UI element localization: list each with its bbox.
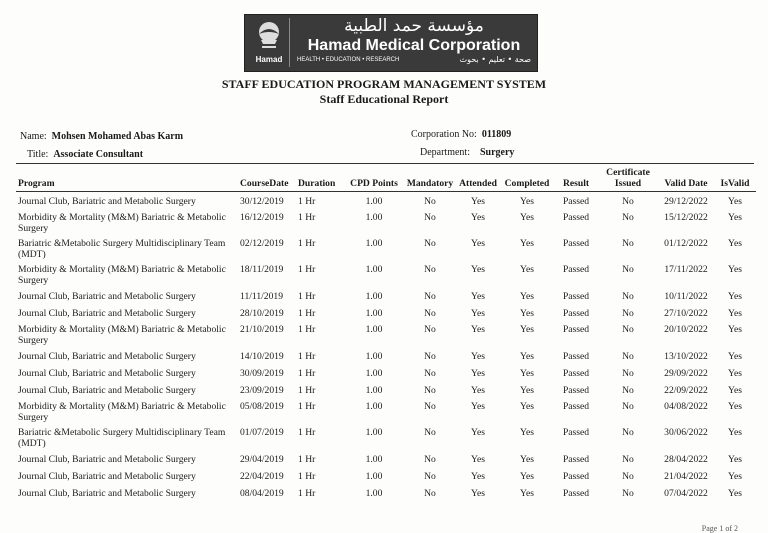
cell-valid-date: 13/10/2022: [664, 351, 708, 362]
cell-program: Bariatric &Metabolic Surgery Multidisciplinary Team (MDT): [18, 238, 226, 260]
cell-valid-date: 10/11/2022: [664, 291, 708, 302]
col-certificate-issued: Certificate Issued: [606, 167, 650, 189]
cell-course-date: 02/12/2019: [240, 238, 284, 249]
table-row: [16, 321, 756, 347]
cell-certificate-issued: No: [622, 196, 634, 207]
cell-certificate-issued: No: [622, 488, 634, 499]
cell-duration: 1 Hr: [298, 264, 316, 275]
cell-is-valid: Yes: [728, 264, 742, 275]
page-number: Page 1 of 2: [701, 524, 738, 533]
cell-cpd-points: 1.00: [365, 308, 383, 319]
cell-course-date: 23/09/2019: [240, 385, 284, 396]
cell-cpd-points: 1.00: [365, 291, 383, 302]
hmc-logo: [244, 14, 538, 72]
cell-is-valid: Yes: [728, 427, 742, 438]
cell-is-valid: Yes: [728, 291, 742, 302]
department-label: Department:: [420, 147, 470, 158]
col-mandatory: Mandatory: [406, 178, 454, 189]
cell-is-valid: Yes: [728, 368, 742, 379]
cell-course-date: 01/07/2019: [240, 427, 284, 438]
system-title: STAFF EDUCATION PROGRAM MANAGEMENT SYSTEM: [221, 77, 547, 91]
logo-tagline-arabic: صحة • تعليم • بحوث: [459, 55, 531, 64]
cell-attended: Yes: [471, 308, 485, 319]
cell-course-date: 28/10/2019: [240, 308, 284, 319]
cell-result: Passed: [562, 427, 590, 438]
cell-attended: Yes: [471, 196, 485, 207]
col-duration: Duration: [298, 178, 336, 189]
cell-result: Passed: [562, 351, 590, 362]
cell-certificate-issued: No: [622, 454, 634, 465]
cell-completed: Yes: [520, 308, 534, 319]
cell-mandatory: No: [424, 324, 436, 335]
department-value: Surgery: [479, 147, 515, 158]
cell-cpd-points: 1.00: [365, 385, 383, 396]
cell-duration: 1 Hr: [298, 291, 316, 302]
cell-result: Passed: [562, 368, 590, 379]
cell-cpd-points: 1.00: [365, 351, 383, 362]
col-valid-date: Valid Date: [664, 178, 708, 189]
cell-certificate-issued: No: [622, 264, 634, 275]
cell-certificate-issued: No: [622, 308, 634, 319]
cell-mandatory: No: [424, 368, 436, 379]
cell-mandatory: No: [424, 212, 436, 223]
cell-mandatory: No: [424, 351, 436, 362]
cell-certificate-issued: No: [622, 351, 634, 362]
cell-is-valid: Yes: [728, 212, 742, 223]
cell-program: Journal Club, Bariatric and Metabolic Surgery: [18, 454, 196, 465]
cell-completed: Yes: [520, 454, 534, 465]
cell-cpd-points: 1.00: [365, 324, 383, 335]
cell-cpd-points: 1.00: [365, 196, 383, 207]
cell-completed: Yes: [520, 471, 534, 482]
department-field: [420, 147, 514, 158]
cell-result: Passed: [562, 212, 590, 223]
cell-valid-date: 29/09/2022: [664, 368, 708, 379]
cell-result: Passed: [562, 264, 590, 275]
cell-result: Passed: [562, 238, 590, 249]
cell-completed: Yes: [520, 488, 534, 499]
table-row: [16, 235, 756, 261]
cell-completed: Yes: [520, 385, 534, 396]
cell-is-valid: Yes: [728, 308, 742, 319]
cell-course-date: 05/08/2019: [240, 401, 284, 412]
cell-course-date: 22/04/2019: [240, 471, 284, 482]
cell-mandatory: No: [424, 454, 436, 465]
cell-certificate-issued: No: [622, 238, 634, 249]
cell-completed: Yes: [520, 401, 534, 412]
cell-completed: Yes: [520, 368, 534, 379]
report-title: Staff Educational Report: [319, 92, 449, 106]
cell-attended: Yes: [471, 385, 485, 396]
cell-course-date: 30/12/2019: [240, 196, 284, 207]
cell-duration: 1 Hr: [298, 427, 316, 438]
table-row: [16, 287, 756, 304]
cell-result: Passed: [562, 385, 590, 396]
cell-valid-date: 27/10/2022: [664, 308, 708, 319]
cell-certificate-issued: No: [622, 427, 634, 438]
education-table: [16, 167, 756, 501]
cell-program: Journal Club, Bariatric and Metabolic Surgery: [18, 368, 196, 379]
cell-certificate-issued: No: [622, 212, 634, 223]
cell-completed: Yes: [520, 196, 534, 207]
col-attended: Attended: [459, 178, 497, 189]
cell-is-valid: Yes: [728, 238, 742, 249]
cell-attended: Yes: [471, 488, 485, 499]
cell-course-date: 14/10/2019: [240, 351, 284, 362]
logo-tagline: HEALTH • EDUCATION • RESEARCH: [297, 57, 400, 63]
cell-attended: Yes: [471, 351, 485, 362]
cell-attended: Yes: [471, 427, 485, 438]
cell-duration: 1 Hr: [298, 385, 316, 396]
cell-result: Passed: [562, 324, 590, 335]
cell-mandatory: No: [424, 401, 436, 412]
cell-valid-date: 17/11/2022: [664, 264, 708, 275]
cell-duration: 1 Hr: [298, 324, 316, 335]
table-row: [16, 484, 756, 501]
cell-certificate-issued: No: [622, 471, 634, 482]
table-row: [16, 364, 756, 381]
table-row: [16, 304, 756, 321]
cell-mandatory: No: [424, 308, 436, 319]
cell-attended: Yes: [471, 401, 485, 412]
cell-attended: Yes: [471, 291, 485, 302]
col-course-date: CourseDate: [240, 178, 289, 189]
table-row: [16, 450, 756, 467]
cell-cpd-points: 1.00: [365, 264, 383, 275]
cell-attended: Yes: [471, 471, 485, 482]
table-row: [16, 424, 756, 450]
cell-mandatory: No: [424, 385, 436, 396]
cell-result: Passed: [562, 196, 590, 207]
cell-result: Passed: [562, 291, 590, 302]
cell-cpd-points: 1.00: [365, 212, 383, 223]
cell-completed: Yes: [520, 324, 534, 335]
cell-completed: Yes: [520, 238, 534, 249]
cell-valid-date: 20/10/2022: [664, 324, 708, 335]
cell-duration: 1 Hr: [298, 471, 316, 482]
cell-mandatory: No: [424, 471, 436, 482]
cell-attended: Yes: [471, 324, 485, 335]
name-value: Mohsen Mohamed Abas Karm: [51, 131, 184, 142]
table-row: [16, 261, 756, 287]
cell-certificate-issued: No: [622, 385, 634, 396]
cell-is-valid: Yes: [728, 471, 742, 482]
cell-valid-date: 01/12/2022: [664, 238, 708, 249]
cell-course-date: 11/11/2019: [240, 291, 283, 302]
corporation-field: [411, 129, 511, 140]
cell-valid-date: 04/08/2022: [664, 401, 708, 412]
cell-result: Passed: [562, 401, 590, 412]
cell-certificate-issued: No: [622, 291, 634, 302]
cell-cpd-points: 1.00: [365, 488, 383, 499]
table-row: [16, 467, 756, 484]
table-row: [16, 398, 756, 424]
cell-attended: Yes: [471, 264, 485, 275]
cell-duration: 1 Hr: [298, 368, 316, 379]
cell-course-date: 16/12/2019: [240, 212, 284, 223]
title-field: [27, 149, 143, 160]
col-result: Result: [562, 178, 590, 189]
cell-program: Morbidity & Mortality (M&M) Bariatric & Metabolic Surgery: [18, 324, 226, 346]
cell-course-date: 30/09/2019: [240, 368, 284, 379]
cell-valid-date: 29/12/2022: [664, 196, 708, 207]
cell-program: Journal Club, Bariatric and Metabolic Surgery: [18, 385, 196, 396]
cell-mandatory: No: [424, 291, 436, 302]
cell-is-valid: Yes: [728, 488, 742, 499]
cell-attended: Yes: [471, 238, 485, 249]
header-divider: [16, 163, 754, 164]
table-row: [16, 381, 756, 398]
cell-completed: Yes: [520, 264, 534, 275]
title-label: Title:: [27, 149, 49, 160]
table-row: [16, 209, 756, 235]
cell-program: Journal Club, Bariatric and Metabolic Surgery: [18, 196, 196, 207]
col-completed: Completed: [504, 178, 550, 189]
cell-mandatory: No: [424, 264, 436, 275]
cell-is-valid: Yes: [728, 324, 742, 335]
col-cpd-points: CPD Points: [350, 178, 398, 189]
cell-program: Morbidity & Mortality (M&M) Bariatric & Metabolic Surgery: [18, 264, 226, 286]
cell-attended: Yes: [471, 454, 485, 465]
cell-program: Journal Club, Bariatric and Metabolic Surgery: [18, 471, 196, 482]
cell-result: Passed: [562, 488, 590, 499]
cell-course-date: 21/10/2019: [240, 324, 284, 335]
cell-valid-date: 22/09/2022: [664, 385, 708, 396]
cell-program: Bariatric &Metabolic Surgery Multidisciplinary Team (MDT): [18, 427, 226, 449]
cell-result: Passed: [562, 308, 590, 319]
cell-mandatory: No: [424, 427, 436, 438]
cell-duration: 1 Hr: [298, 454, 316, 465]
cell-certificate-issued: No: [622, 324, 634, 335]
cell-duration: 1 Hr: [298, 212, 316, 223]
cell-completed: Yes: [520, 427, 534, 438]
cell-cpd-points: 1.00: [365, 368, 383, 379]
cell-valid-date: 07/04/2022: [664, 488, 708, 499]
cell-course-date: 29/04/2019: [240, 454, 284, 465]
cell-mandatory: No: [424, 488, 436, 499]
cell-valid-date: 30/06/2022: [664, 427, 708, 438]
cell-cpd-points: 1.00: [365, 471, 383, 482]
logo-english-name: Hamad Medical Corporation: [307, 37, 521, 54]
cell-result: Passed: [562, 454, 590, 465]
corporation-label: Corporation No:: [411, 129, 477, 140]
title-value: Associate Consultant: [53, 149, 144, 160]
cell-mandatory: No: [424, 196, 436, 207]
cell-course-date: 08/04/2019: [240, 488, 284, 499]
col-is-valid: IsValid: [720, 178, 750, 189]
cell-result: Passed: [562, 471, 590, 482]
cell-cpd-points: 1.00: [365, 401, 383, 412]
cell-completed: Yes: [520, 351, 534, 362]
cell-duration: 1 Hr: [298, 351, 316, 362]
name-label: Name:: [20, 131, 47, 142]
cell-duration: 1 Hr: [298, 488, 316, 499]
cell-cpd-points: 1.00: [365, 427, 383, 438]
cell-cpd-points: 1.00: [365, 238, 383, 249]
cell-is-valid: Yes: [728, 351, 742, 362]
cell-duration: 1 Hr: [298, 401, 316, 412]
cell-duration: 1 Hr: [298, 196, 316, 207]
col-program: Program: [18, 178, 55, 189]
corporation-value: 011809: [481, 129, 512, 140]
cell-program: Journal Club, Bariatric and Metabolic Surgery: [18, 308, 196, 319]
cell-completed: Yes: [520, 291, 534, 302]
cell-course-date: 18/11/2019: [240, 264, 284, 275]
cell-program: Journal Club, Bariatric and Metabolic Surgery: [18, 351, 196, 362]
cell-program: Morbidity & Mortality (M&M) Bariatric & Metabolic Surgery: [18, 212, 226, 234]
table-row: [16, 347, 756, 364]
cell-completed: Yes: [520, 212, 534, 223]
cell-program: Journal Club, Bariatric and Metabolic Surgery: [18, 488, 196, 499]
logo-arabic-name: مؤسسة حمد الطبية: [344, 16, 484, 36]
cell-attended: Yes: [471, 368, 485, 379]
cell-is-valid: Yes: [728, 385, 742, 396]
cell-program: Journal Club, Bariatric and Metabolic Surgery: [18, 291, 196, 302]
cell-cpd-points: 1.00: [365, 454, 383, 465]
table-row: [16, 192, 756, 210]
cell-valid-date: 21/04/2022: [664, 471, 708, 482]
name-field: [20, 131, 183, 142]
cell-certificate-issued: No: [622, 368, 634, 379]
cell-attended: Yes: [471, 212, 485, 223]
cell-valid-date: 28/04/2022: [664, 454, 708, 465]
table-header-row: [16, 167, 756, 192]
cell-is-valid: Yes: [728, 401, 742, 412]
cell-mandatory: No: [424, 238, 436, 249]
logo-short-name: Hamad: [255, 55, 283, 64]
cell-is-valid: Yes: [728, 454, 742, 465]
cell-valid-date: 15/12/2022: [664, 212, 708, 223]
cell-is-valid: Yes: [728, 196, 742, 207]
cell-certificate-issued: No: [622, 401, 634, 412]
cell-program: Morbidity & Mortality (M&M) Bariatric & Metabolic Surgery: [18, 401, 226, 423]
cell-duration: 1 Hr: [298, 238, 316, 249]
cell-duration: 1 Hr: [298, 308, 316, 319]
